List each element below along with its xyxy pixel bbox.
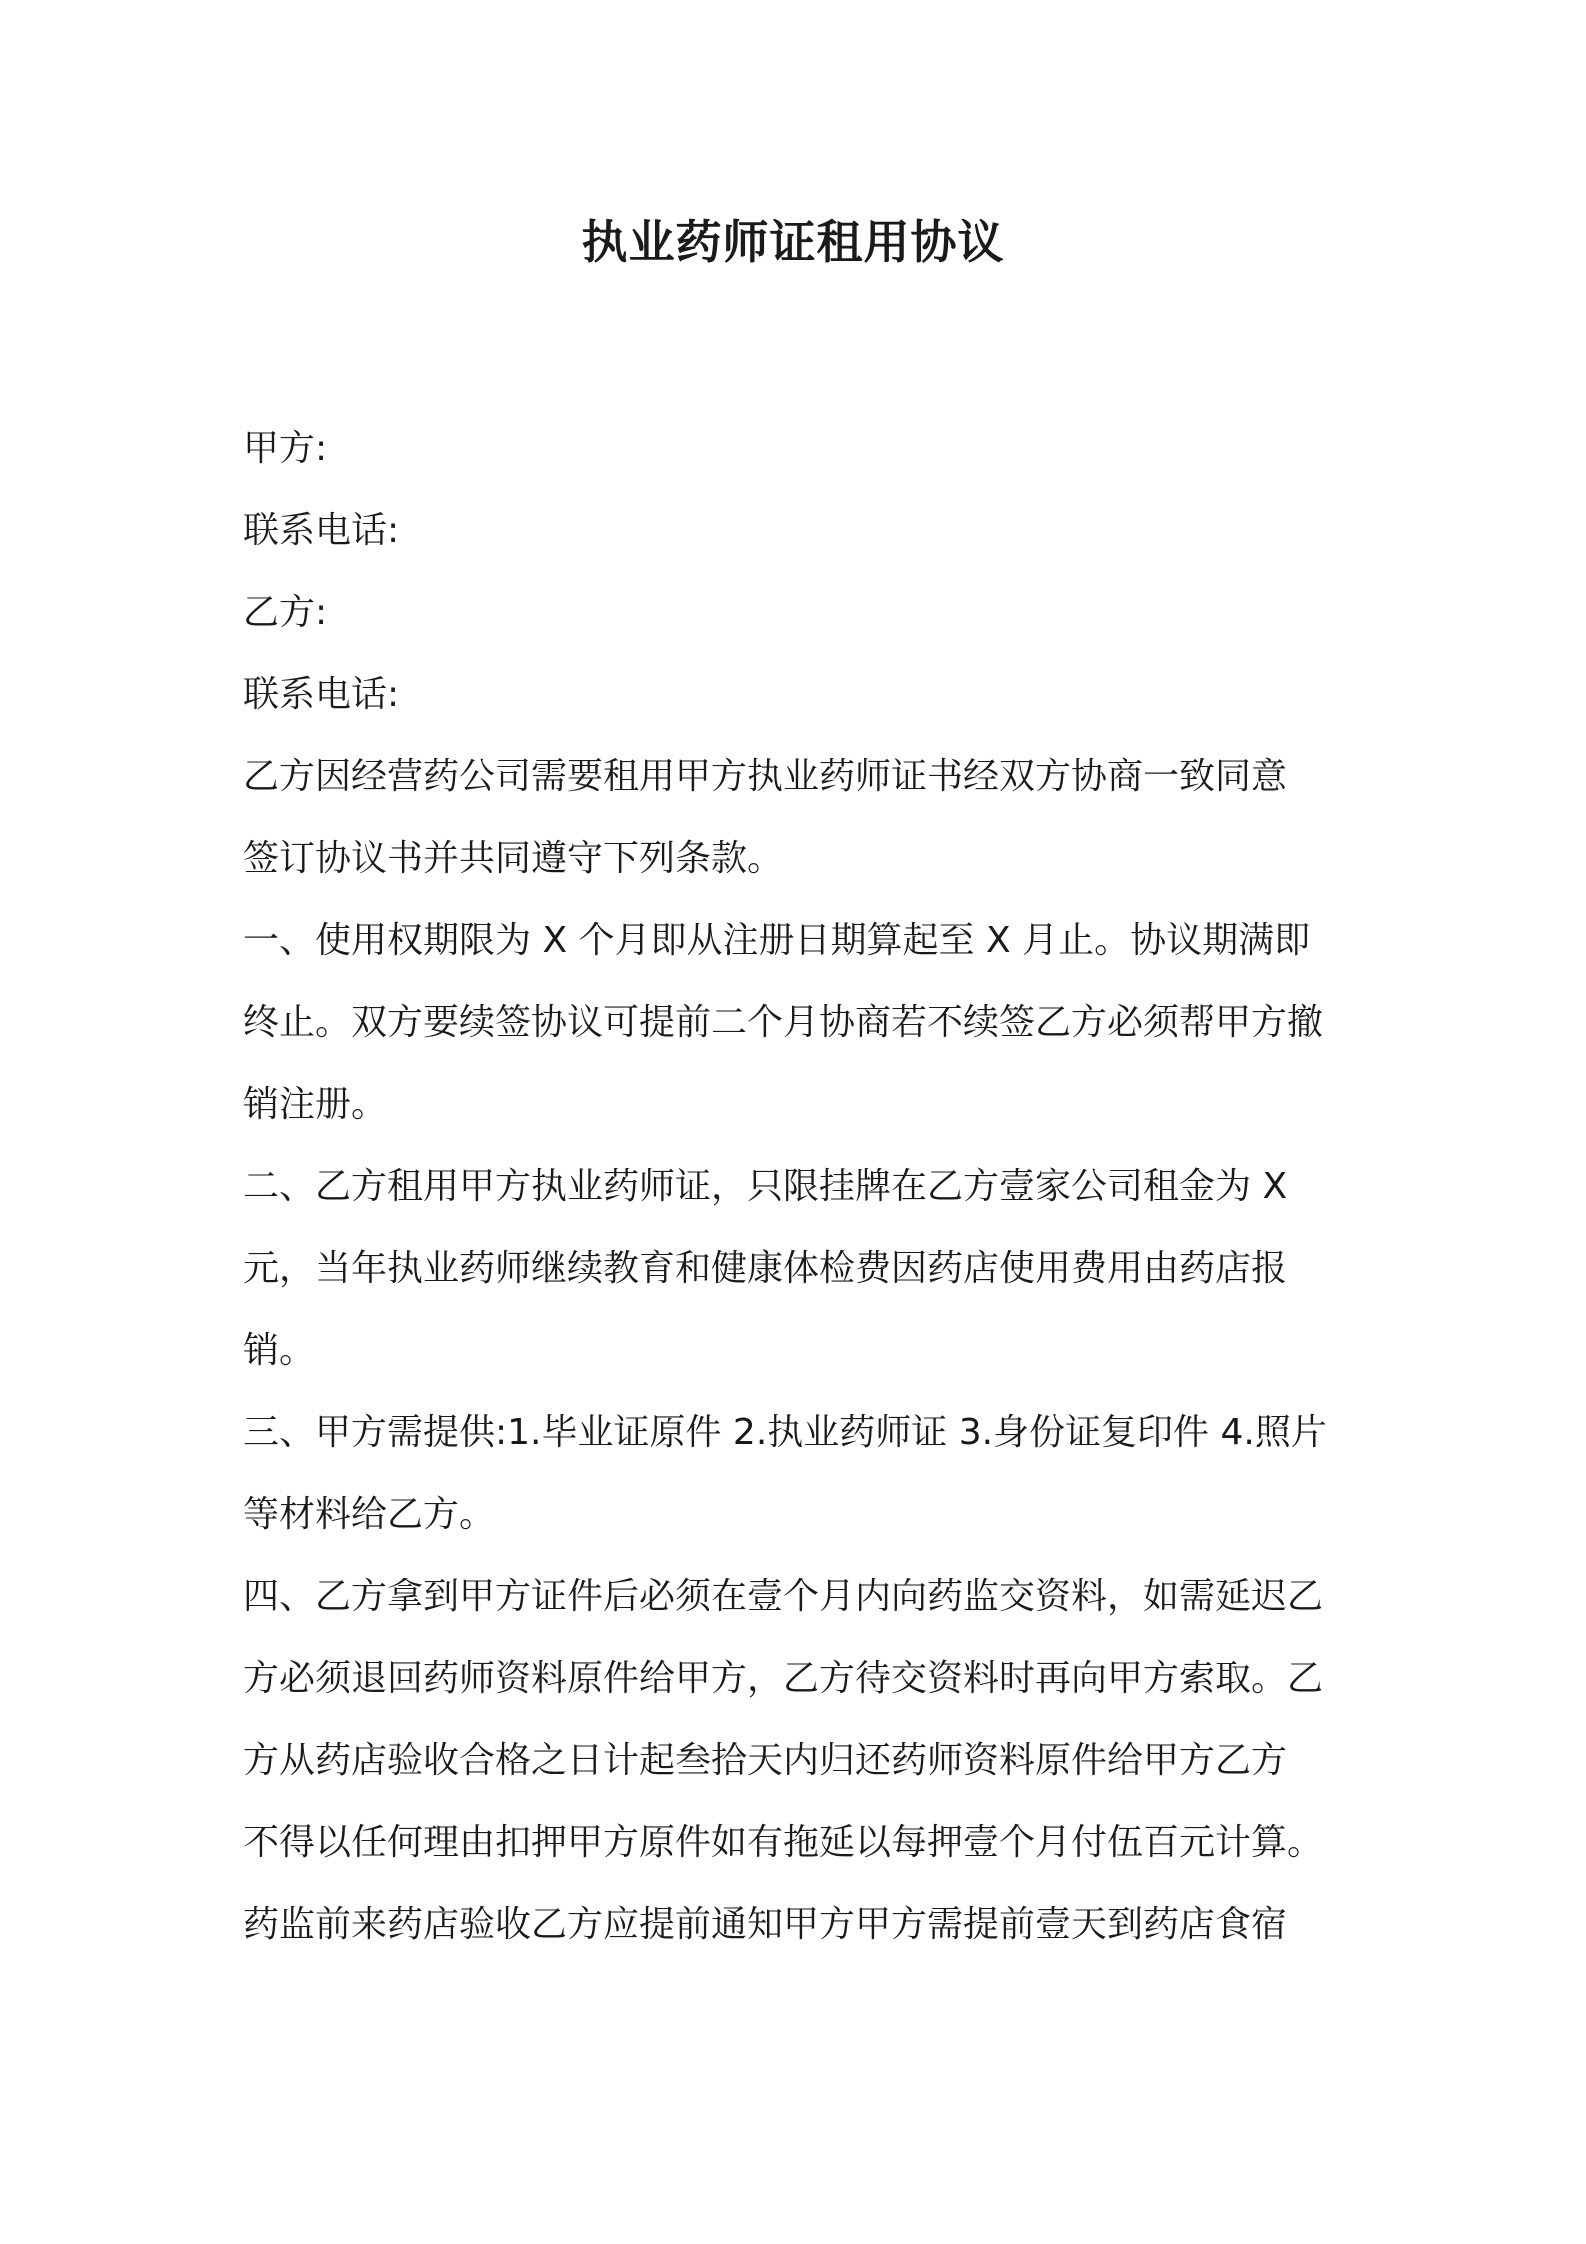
document-body [243,408,1353,1966]
clause-2-line: 二、乙方租用甲方执业药师证，只限挂牌在乙方壹家公司租金为 X [243,1166,1288,1207]
preamble-line: 乙方因经营药公司需要租用甲方执业药师证书经双方协商一致同意 [243,756,1288,797]
clause-4-line: 方从药店验收合格之日计起叁拾天内归还药师资料原件给甲方乙方 [243,1740,1288,1781]
document-title: 执业药师证租用协议 [581,215,1005,269]
party-b-label: 乙方: [243,592,328,633]
clause-3-line: 三、甲方需提供:1.毕业证原件 2.执业药师证 3.身份证复印件 4.照片 [243,1412,1327,1453]
party-a-label: 甲方: [243,428,328,469]
clause-2-line: 销。 [243,1330,316,1371]
party-b-phone-label: 联系电话: [243,674,400,715]
clause-3-line: 等材料给乙方。 [243,1494,496,1535]
preamble-line: 签订协议书并共同遵守下列条款。 [243,838,784,879]
clause-1-line: 终止。双方要续签协议可提前二个月协商若不续签乙方必须帮甲方撤 [243,1002,1324,1043]
clause-1-line: 一、使用权期限为 X 个月即从注册日期算起至 X 月止。协议期满即 [243,920,1311,961]
clause-4-line: 不得以任何理由扣押甲方原件如有拖延以每押壹个月付伍百元计算。 [243,1822,1324,1863]
party-a-phone-label: 联系电话: [243,510,400,551]
clause-4-line: 四、乙方拿到甲方证件后必须在壹个月内向药监交资料，如需延迟乙 [243,1576,1324,1617]
clause-2-line: 元，当年执业药师继续教育和健康体检费因药店使用费用由药店报 [243,1248,1288,1289]
clause-4-line: 方必须退回药师资料原件给甲方，乙方待交资料时再向甲方索取。乙 [243,1658,1324,1699]
clause-4-line: 药监前来药店验收乙方应提前通知甲方甲方需提前壹天到药店食宿 [243,1904,1288,1945]
clause-1-line: 销注册。 [243,1084,388,1125]
